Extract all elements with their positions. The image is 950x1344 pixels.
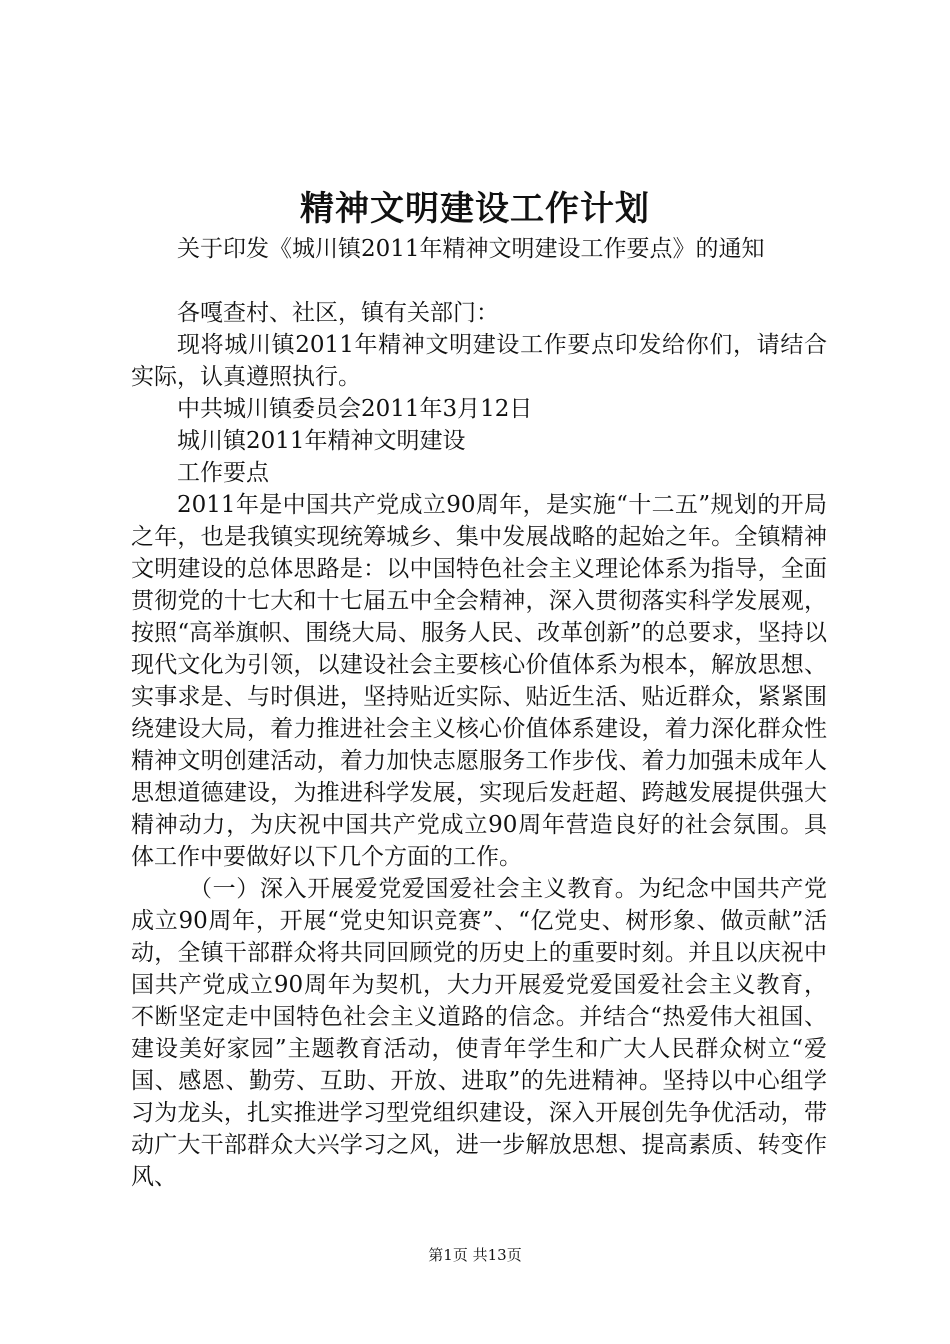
paragraph-overview: 2011年是中国共产党成立90周年，是实施“十二五”规划的开局之年，也是我镇实现统筹城乡、集中发展战略的起始之年。全镇精神文明建设的总体思路是：以中国特色社会主义理论体系为指导，全面贯彻党的十七大和十七届五中全会精神，深入贯彻落实科学发展观，按照“高举旗帜、围绕大局、服务人民、改革创新”的总要求，坚持以现代文化为引领，以建设社会主要核心价值体系为根本，解放思想、实事求是、与时俱进，坚持贴近实际、贴近生活、贴近群众，紧紧围绕建设大局，着力推进社会主义核心价值体系建设，着力深化群众性精神文明创建活动，着力加快志愿服务工作步伐、着力加强未成年人思想道德建设，为推进科学发展，实现后发赶超、跨越发展提供强大精神动力，为庆祝中国共产党成立90周年营造良好的社会氛围。具体工作中要做好以下几个方面的工作。 xyxy=(131,492,827,870)
section-heading-line2: 工作要点 xyxy=(177,460,269,486)
document-body xyxy=(131,233,827,1193)
blank-line xyxy=(131,265,827,297)
section-heading-line1: 城川镇2011年精神文明建设 xyxy=(177,428,466,454)
salutation: 各嘎查村、社区，镇有关部门： xyxy=(177,300,499,326)
page-indicator: 第1页 共13页 xyxy=(428,1246,522,1264)
issuer-date: 中共城川镇委员会2011年3月12日 xyxy=(177,396,533,422)
notice-body: 现将城川镇2011年精神文明建设工作要点印发给你们，请结合实际，认真遵照执行。 xyxy=(131,332,827,390)
document-title: 精神文明建设工作计划 xyxy=(300,189,650,229)
paragraph-section-one: （一）深入开展爱党爱国爱社会主义教育。为纪念中国共产党成立90周年，开展“党史知识竞赛”、“亿党史、树形象、做贡献”活动，全镇干部群众将共同回顾党的历史上的重要时刻。并且以庆祝中国共产党成立90周年为契机，大力开展爱党爱国爱社会主义教育，不断坚定走中国特色社会主义道路的信念。并结合“热爱伟大祖国、建设美好家园”主题教育活动，使青年学生和广大人民群众树立“爱国、感恩、勤劳、互助、开放、进取”的先进精神。坚持以中心组学习为龙头，扎实推进学习型党组织建设，深入开展创先争优活动，带动广大干部群众大兴学习之风，进一步解放思想、提高素质、转变作风、 xyxy=(131,876,827,1190)
notice-heading: 关于印发《城川镇2011年精神文明建设工作要点》的通知 xyxy=(177,236,765,262)
